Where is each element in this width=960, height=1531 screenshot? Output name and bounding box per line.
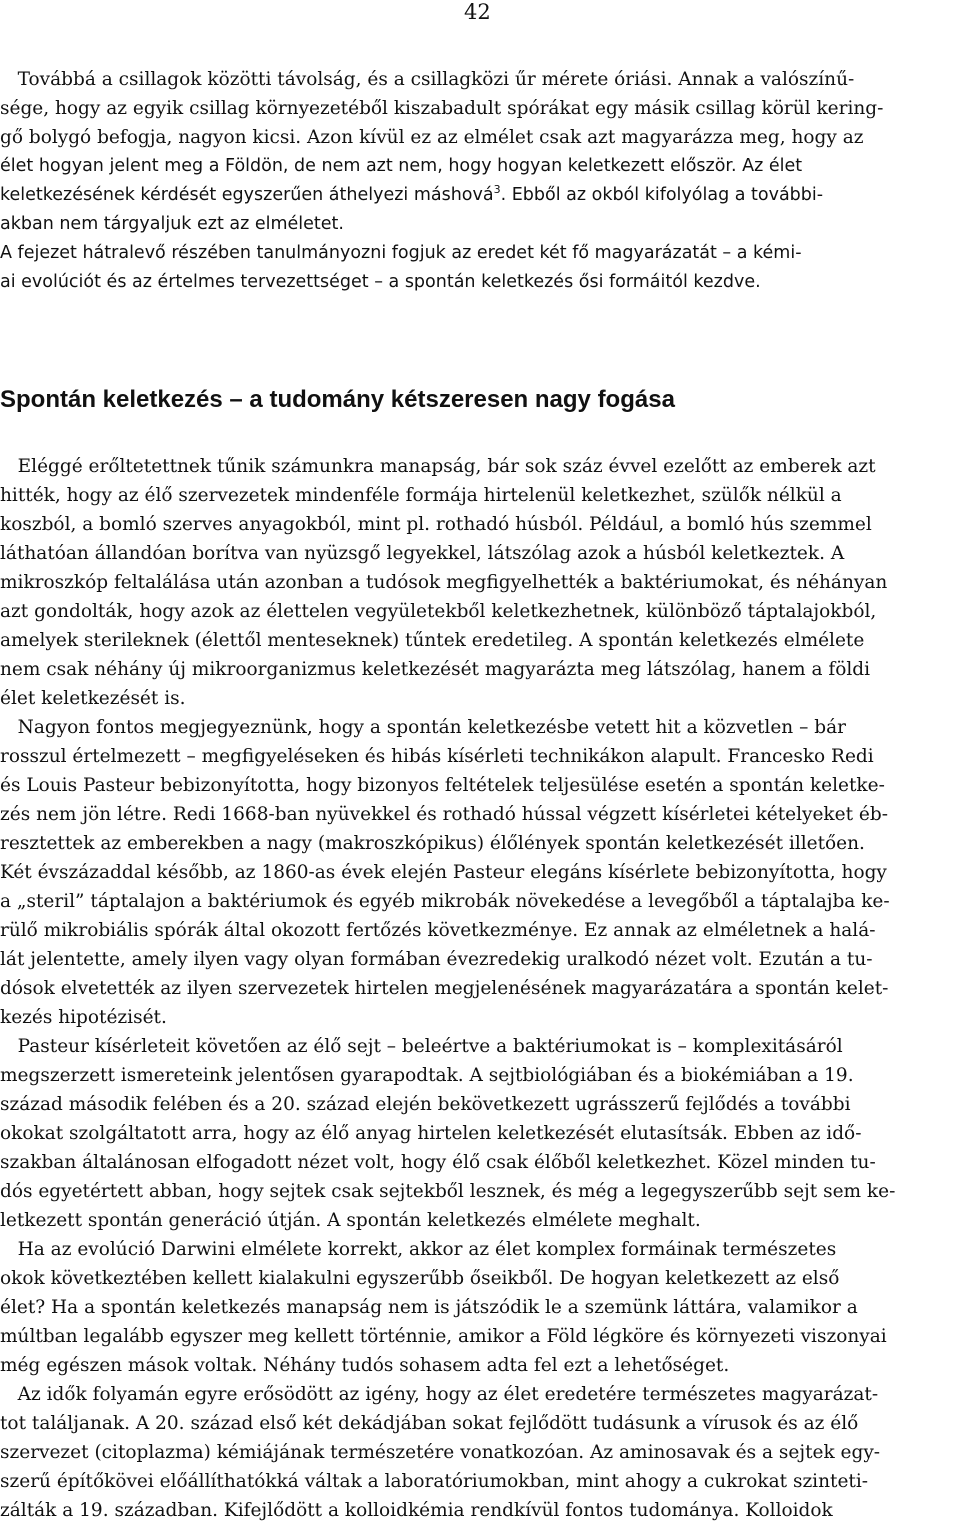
text-line: még egészen mások voltak. Néhány tudós sohasem adta fel ezt a lehetőséget. xyxy=(0,1355,730,1376)
text-line: dósok elvetették az ilyen szervezetek hirtelen megjelenésének magyarázatára a spontán kelet- xyxy=(0,978,889,999)
text-line: Ha az evolúció Darwini elmélete korrekt, akkor az élet komplex formáinak természetes xyxy=(0,1239,837,1260)
intro-paragraphs xyxy=(0,65,960,297)
text-line: nem csak néhány új mikroorganizmus keletkezését magyarázta meg látszólag, hanem a földi xyxy=(0,659,871,680)
text-line: rülő mikrobiális spórák által okozott fertőzés következménye. Ez annak az elméletnek a halá- xyxy=(0,920,876,941)
footnote-reference: 3 xyxy=(493,183,501,197)
text-line: akban nem tárgyaljuk ezt az elméletet. xyxy=(0,214,344,234)
text-line: Továbbá a csillagok közötti távolság, és a csillagközi űr mérete óriási. Annak a valószínű- xyxy=(0,69,855,90)
text-line xyxy=(0,181,960,210)
text-line: megszerzett ismereteink jelentősen gyarapodtak. A sejtbiológiában és a biokémiában a 19. xyxy=(0,1065,854,1086)
text-line: láthatóan állandóan borítva van nyüzsgő legyekkel, látszólag azok a húsból keletkeztek. A xyxy=(0,543,845,564)
text-line: Eléggé erőltetettnek tűnik számunkra manapság, bár sok száz évvel ezelőtt az emberek azt xyxy=(0,456,876,477)
section-heading: Spontán keletkezés – a tudomány kétszeresen nagy fogása xyxy=(0,386,675,413)
text-line: hitték, hogy az élő szervezetek mindenféle formája hirtelenül keletkezhet, szülők nélkül a xyxy=(0,485,842,506)
text-line-head: keletkezésének kérdését egyszerűen áthelyezi máshová xyxy=(0,185,494,205)
text-line: a „steril” táptalajon a baktériumok és egyéb mikrobák növekedése a levegőből a táptalajba ke- xyxy=(0,891,890,912)
text-line: lát jelentette, amely ilyen vagy olyan formában évezredekig uralkodó nézet volt. Ezután a tu- xyxy=(0,949,873,970)
section-body xyxy=(0,452,960,1525)
text-line: A fejezet hátralevő részében tanulmányozni fogjuk az eredet két fő magyarázatát – a kémi- xyxy=(0,243,802,263)
text-line: kezés hipotézisét. xyxy=(0,1007,167,1028)
text-line-tail: . Ebből az okból kifolyólag a további- xyxy=(500,185,824,205)
text-line: zálták a 19. században. Kifejlődött a kolloidkémia rendkívül fontos tudománya. Kolloidok xyxy=(0,1500,833,1521)
text-line: Pasteur kísérleteit követően az élő sejt – beleértve a baktériumokat is – komplexitásáról xyxy=(0,1036,843,1057)
text-line: szerű építőkövei előállíthatókká váltak a laboratóriumokban, mint ahogy a cukrokat szinteti- xyxy=(0,1471,869,1492)
text-line: gő bolygó befogja, nagyon kicsi. Azon kívül ez az elmélet csak azt magyarázza meg, hogy az xyxy=(0,127,864,148)
text-line: szervezet (citoplazma) kémiájának természetére vonatkozóan. Az aminosavak és a sejtek egy- xyxy=(0,1442,881,1463)
text-line: szakban általánosan elfogadott nézet volt, hogy élő csak élőből keletkezhet. Közel minden tu- xyxy=(0,1152,876,1173)
text-line: resztettek az emberekben a nagy (makroszkópikus) élőlények spontán keletkezését illetően. xyxy=(0,833,865,854)
text-line: Az idők folyamán egyre erősödött az igény, hogy az élet eredetére természetes magyarázat- xyxy=(0,1384,879,1405)
text-line: dós egyetértett abban, hogy sejtek csak sejtekből lesznek, és még a legegyszerűbb sejt sem ke- xyxy=(0,1181,896,1202)
text-line: múltban legalább egyszer meg kellett történnie, amikor a Föld légköre és környezeti viszonyai xyxy=(0,1326,887,1347)
page-number: 42 xyxy=(464,0,491,24)
text-line: zés nem jön létre. Redi 1668-ban nyüvekkel és rothadó hússal végzett kísérletei kételyeket éb- xyxy=(0,804,888,825)
text-line: mikroszkóp feltalálása után azonban a tudósok megfigyelhették a baktériumokat, és néhányan xyxy=(0,572,888,593)
text-line: ai evolúciót és az értelmes tervezettséget – a spontán keletkezés ősi formáitól kezdve. xyxy=(0,272,761,292)
text-line: Két évszázaddal később, az 1860-as évek elején Pasteur elegáns kísérlete bebizonyította, hogy xyxy=(0,862,887,883)
text-line: század második felében és a 20. század elején bekövetkezett ugrásszerű fejlődés a további xyxy=(0,1094,851,1115)
text-line: rosszul értelmezett – megfigyeléseken és hibás kísérleti technikákon alapult. Francesko Redi xyxy=(0,746,874,767)
text-line: okokat szolgáltatott arra, hogy az élő anyag hirtelen keletkezését elutasítsák. Ebben az idő- xyxy=(0,1123,862,1144)
text-line: sége, hogy az egyik csillag környezetéből kiszabadult spórákat egy másik csillag körül kering- xyxy=(0,98,884,119)
text-line: élet keletkezését is. xyxy=(0,688,186,709)
text-line: tot találjanak. A 20. század első két dekádjában sokat fejlődött tudásunk a vírusok és az élő xyxy=(0,1413,859,1434)
text-line: amelyek sterileknek (élettől menteseknek) tűntek eredetileg. A spontán keletkezés elmélete xyxy=(0,630,865,651)
text-line: okok következtében kellett kialakulni egyszerűbb őseikből. De hogyan keletkezett az első xyxy=(0,1268,840,1289)
text-line: élet hogyan jelent meg a Földön, de nem azt nem, hogy hogyan keletkezett először. Az élet xyxy=(0,156,803,176)
text-line: Nagyon fontos megjegyeznünk, hogy a spontán keletkezésbe vetett hit a közvetlen – bár xyxy=(0,717,846,738)
text-line: és Louis Pasteur bebizonyította, hogy bizonyos feltételek teljesülése esetén a spontán keletke- xyxy=(0,775,885,796)
text-line: azt gondolták, hogy azok az élettelen vegyületekből keletkezhetnek, különböző táptalajokból, xyxy=(0,601,877,622)
text-line: letkezett spontán generáció útján. A spontán keletkezés elmélete meghalt. xyxy=(0,1210,701,1231)
text-line: koszból, a bomló szerves anyagokból, mint pl. rothadó húsból. Például, a bomló hús szemmel xyxy=(0,514,872,535)
text-line: élet? Ha a spontán keletkezés manapság nem is játszódik le a szemünk láttára, valamikor a xyxy=(0,1297,858,1318)
